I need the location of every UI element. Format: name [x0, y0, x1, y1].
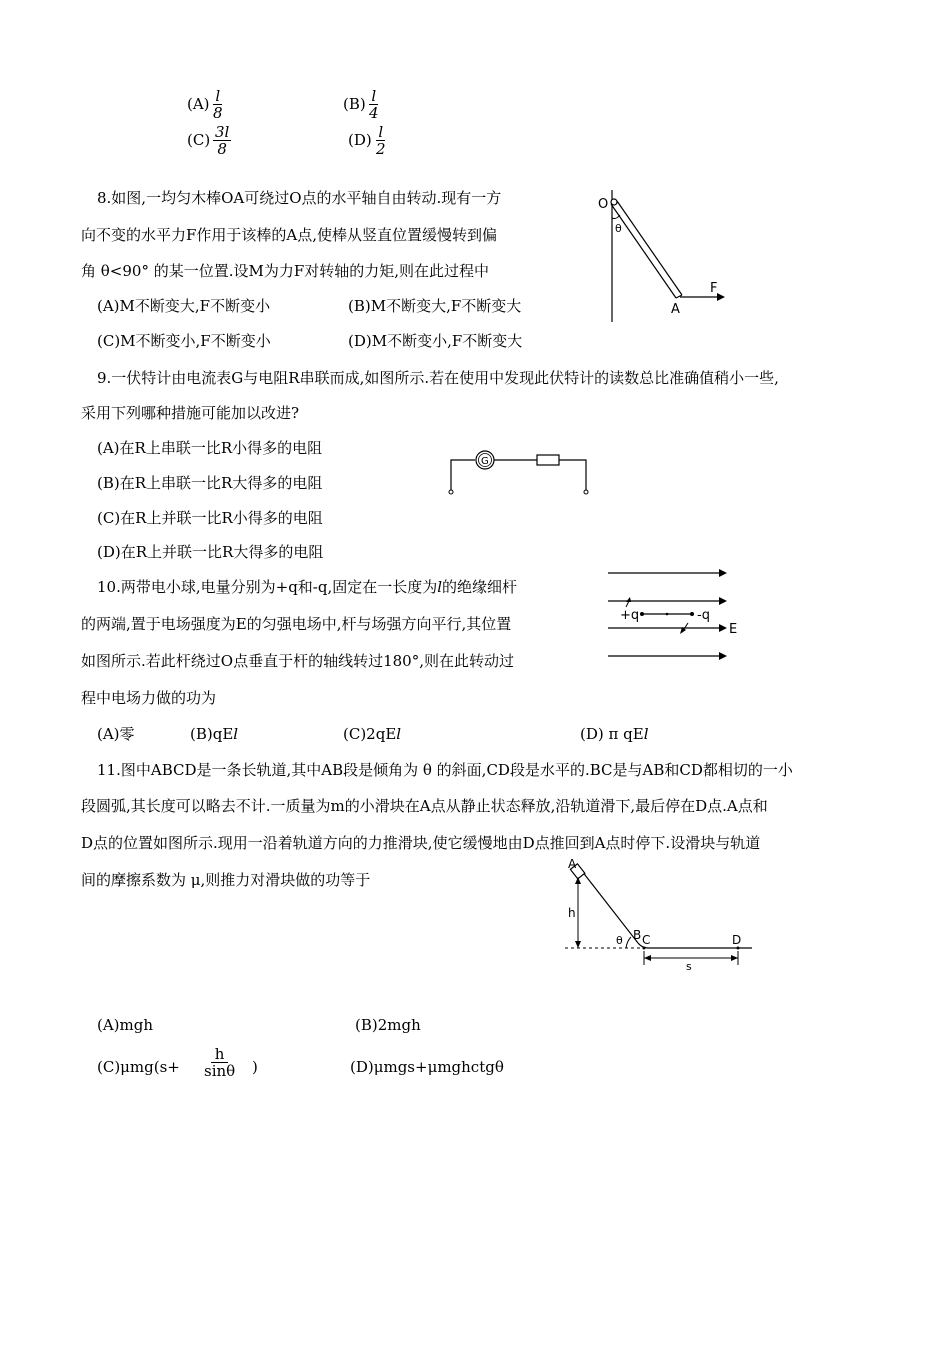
q8-text-line-3: 角 θ<90° 的某一位置.设M为力F对转轴的力矩,则在此过程中 [81, 262, 490, 280]
label-theta: θ [615, 222, 622, 235]
q8-text-line-1: 8.如图,一均匀木棒OA可绕过O点的水平轴自由转动.现有一方 [97, 189, 502, 207]
field-arrowhead-1 [719, 569, 727, 577]
label-a: A [671, 302, 680, 317]
s-arrow-left [644, 955, 651, 961]
charge-plus [640, 612, 644, 616]
q9-text-line-2: 采用下列哪种措施可能加以改进? [81, 404, 300, 422]
label-d: D [732, 933, 742, 947]
q7-option-d-label: (D) [348, 131, 372, 149]
label-f: F [710, 281, 718, 296]
q11-text-line-3: D点的位置如图所示.现用一沿着轨道方向的力推滑块,使它缓慢地由D点推回到A点时停下.设滑块与轨道 [81, 834, 761, 852]
label-h: h [568, 906, 576, 920]
q11-option-d: (D)μmgs+μmghctgθ [350, 1058, 504, 1076]
circuit-wire-right [559, 460, 586, 490]
charge-minus [690, 612, 694, 616]
label-b: B [633, 928, 642, 942]
q10-option-d-l: l [643, 725, 649, 743]
q10-text-line-3: 如图所示.若此杆绕过O点垂直于杆的轴线转过180°,则在此转动过 [81, 652, 514, 670]
q9-circuit-diagram [440, 445, 600, 500]
q7-option-b-label: (B) [343, 95, 366, 113]
q9-option-a: (A)在R上串联一比R小得多的电阻 [97, 439, 323, 457]
rod-edge-2 [617, 201, 682, 295]
height-arrow-top [575, 877, 581, 884]
q10-option-a: (A)零 [97, 725, 135, 743]
field-arrowhead-3 [719, 624, 727, 632]
galvanometer-label: G [481, 456, 489, 467]
q7-option-d-numerator: l [378, 123, 384, 141]
q10-text-line-2: 的两端,置于电场强度为E的匀强电场中,杆与场强方向平行,其位置 [81, 615, 512, 633]
theta-arc [626, 937, 631, 948]
q7-option-c-fraction [213, 125, 231, 157]
circuit-wire-left [451, 460, 475, 490]
q11-text-line-4: 间的摩擦系数为 μ,则推力对滑块做的功等于 [81, 871, 371, 889]
s-arrow-right [731, 955, 738, 961]
q8-option-c: (C)M不断变小,F不断变小 [97, 332, 271, 350]
q11-option-c-fraction [204, 1047, 235, 1079]
terminal-left [449, 490, 453, 494]
q9-option-c: (C)在R上并联一比R小得多的电阻 [97, 509, 323, 527]
label-minus-q: -q [697, 608, 710, 623]
q9-text-line-1: 9.一伏特计由电流表G与电阻R串联而成,如图所示.若在使用中发现此伏特计的读数总比准确值稍小一些, [97, 369, 779, 387]
q8-option-d: (D)M不断变小,F不断变大 [348, 332, 523, 350]
q9-option-d: (D)在R上并联一比R大得多的电阻 [97, 543, 324, 561]
terminal-right [584, 490, 588, 494]
q9-option-b: (B)在R上串联一比R大得多的电阻 [97, 474, 323, 492]
pivot-point [611, 199, 617, 205]
label-plus-q: +q [620, 608, 640, 623]
q8-text-line-2: 向不变的水平力F作用于该棒的A点,使棒从竖直位置缓慢转到偏 [81, 226, 498, 244]
q7-option-b-denominator: 4 [369, 104, 379, 122]
q11-option-c-denominator: sinθ [204, 1062, 236, 1080]
field-arrowhead-2 [719, 597, 727, 605]
q10-option-d-text: (D) π qE [580, 725, 644, 743]
q10-option-c [343, 727, 401, 742]
q11-option-a: (A)mgh [97, 1016, 154, 1034]
q11-option-c-suffix: ) [252, 1058, 258, 1076]
q10-line1-part-b: 的绝缘细杆 [442, 578, 518, 596]
rod-edge-1 [611, 204, 676, 298]
q10-option-c-l: l [396, 725, 402, 743]
resistor-symbol [537, 455, 559, 465]
q10-option-b-l: l [233, 725, 239, 743]
rotation-mark-1-head [626, 597, 631, 602]
label-o: O [598, 197, 609, 212]
label-theta: θ [616, 934, 623, 947]
q11-track-diagram [560, 855, 760, 975]
label-e: E [729, 622, 738, 637]
q7-option-a-label: (A) [187, 95, 210, 113]
q11-text-line-2: 段圆弧,其长度可以略去不计.一质量为m的小滑块在A点从静止状态释放,沿轨道滑下,最后停在D点.A点和 [81, 797, 768, 815]
q8-option-b: (B)M不断变大,F不断变大 [348, 297, 522, 315]
rod-center [666, 613, 669, 616]
height-arrow-bottom [575, 941, 581, 948]
q8-rod-diagram [590, 180, 740, 330]
q10-text-line-1 [97, 580, 517, 595]
q11-option-c-prefix: (C)μmg(s+ [97, 1058, 180, 1076]
q7-option-d-fraction [376, 125, 386, 157]
label-s: s [686, 960, 692, 973]
q7-option-c-label: (C) [187, 131, 211, 149]
q7-option-c-numerator: 3l [215, 123, 230, 141]
q10-option-b [190, 727, 238, 742]
q7-option-b-numerator: l [371, 87, 377, 105]
q11-text-line-1: 11.图中ABCD是一条长轨道,其中AB段是倾角为 θ 的斜面,CD段是水平的.BC是与AB和CD都相切的一小 [97, 761, 793, 779]
field-arrowhead-4 [719, 652, 727, 660]
q10-option-d [580, 727, 649, 742]
q8-option-a: (A)M不断变大,F不断变小 [97, 297, 271, 315]
q11-option-b: (B)2mgh [355, 1016, 421, 1034]
label-a: A [568, 857, 577, 871]
q10-option-c-text: (C)2qE [343, 725, 397, 743]
q7-option-c-denominator: 8 [217, 140, 227, 158]
force-arrowhead [717, 293, 725, 301]
q7-option-a-fraction [213, 89, 223, 121]
q10-option-b-text: (B)qE [190, 725, 234, 743]
q7-option-a-denominator: 8 [213, 104, 223, 122]
q10-text-line-4: 程中电场力做的功为 [81, 689, 217, 707]
label-c: C [642, 933, 651, 947]
q10-field-diagram [600, 560, 750, 670]
q11-option-c-numerator: h [211, 1047, 229, 1063]
q10-line1-part-a: 10.两带电小球,电量分别为+q和-q,固定在一长度为 [97, 578, 438, 596]
q10-line1-length-symbol: l [437, 578, 443, 596]
q7-option-b-fraction [369, 89, 379, 121]
q7-option-d-denominator: 2 [376, 140, 386, 158]
q7-option-a-numerator: l [215, 87, 221, 105]
incline-ab [578, 866, 638, 943]
